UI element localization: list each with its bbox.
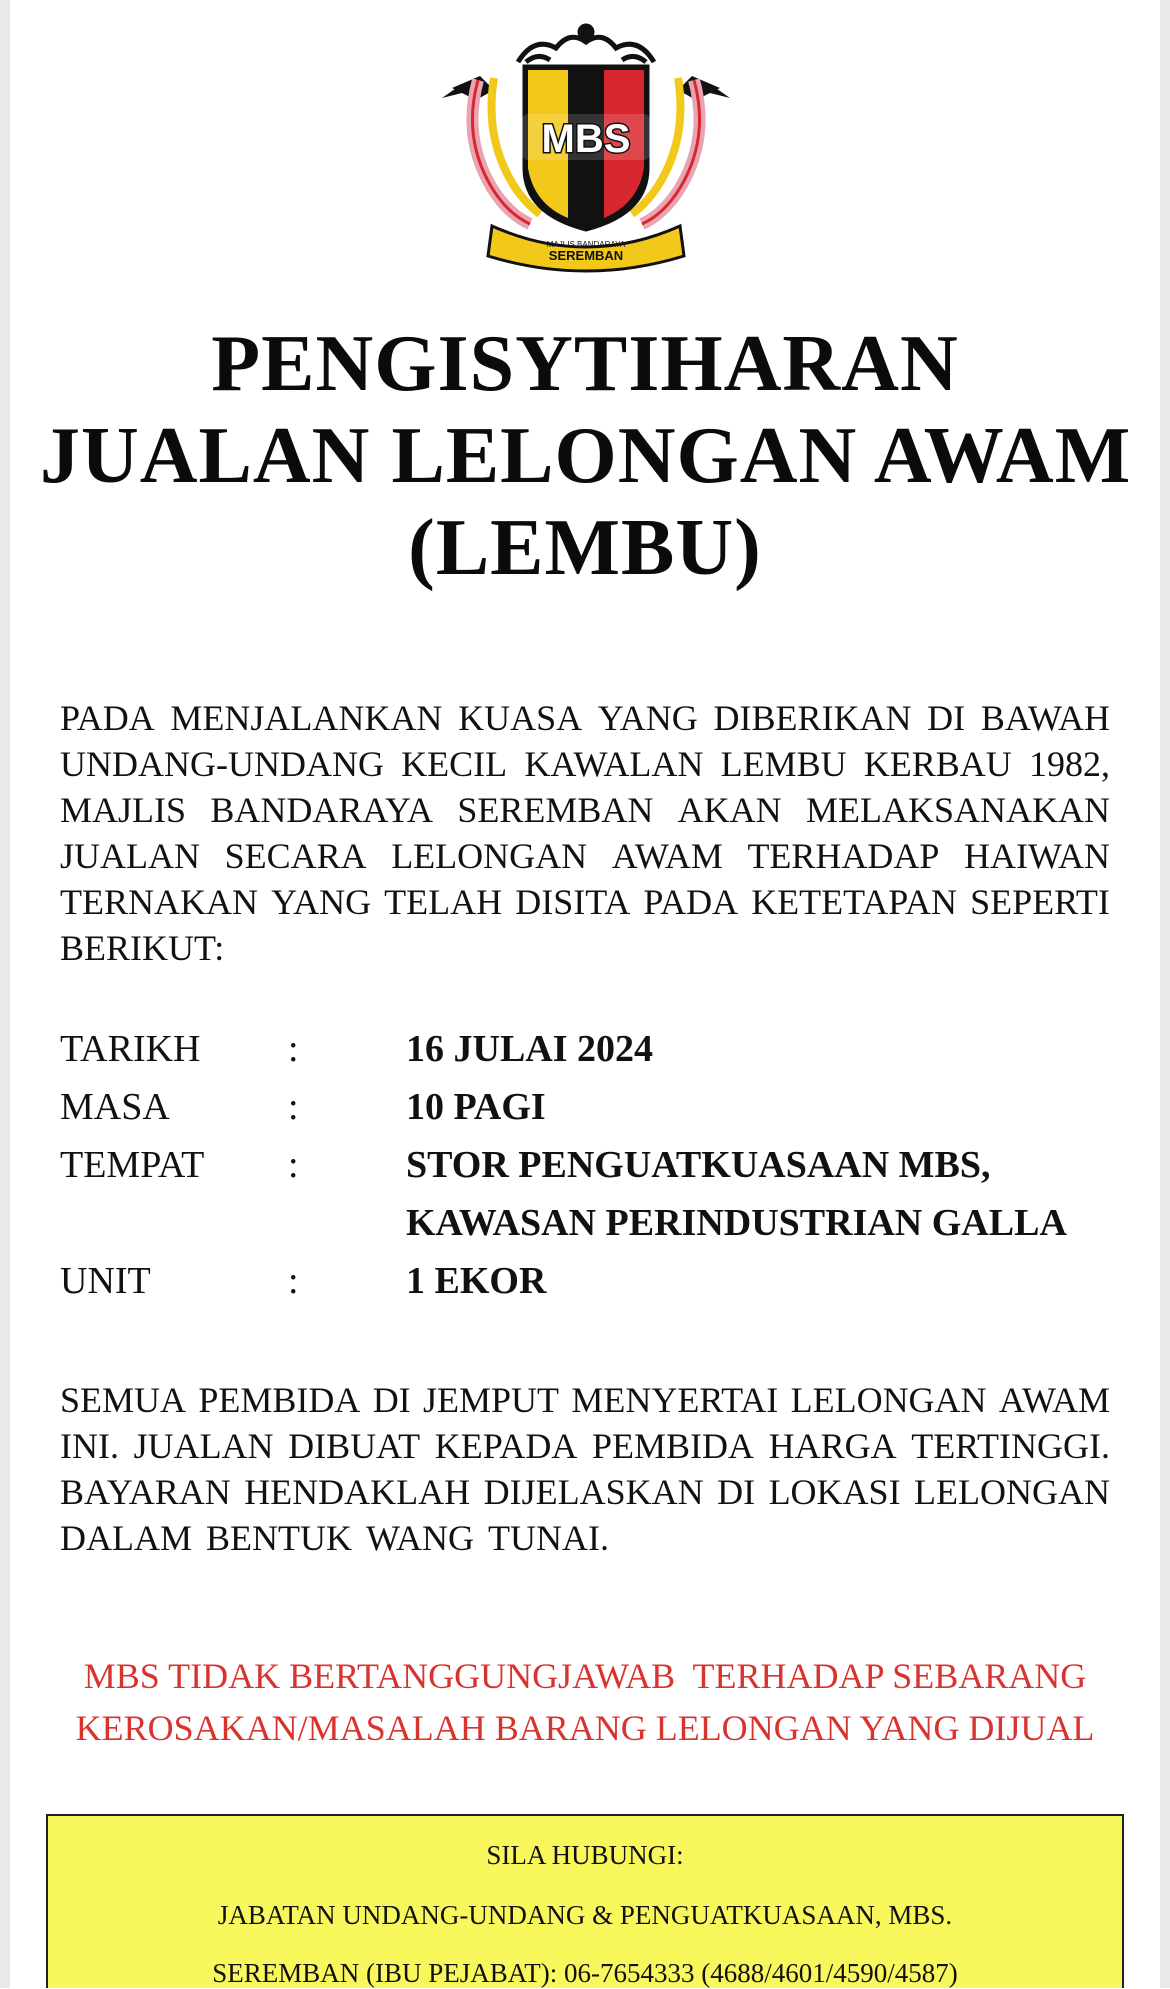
paragraph-word: DALAM [60, 1518, 192, 1558]
contact-phone[interactable]: SEREMBAN (IBU PEJABAT): 06-7654333 (4688/4601/4590/4587) [212, 1958, 958, 1988]
paragraph-word: KETETAPAN [751, 882, 957, 922]
ribbon-main-text: SEREMBAN [548, 248, 624, 263]
page-edge-left [0, 0, 10, 1988]
paragraph-line [60, 833, 1110, 879]
paragraph-word: MENJALANKAN [170, 698, 443, 738]
paragraph-word: LELONGAN [391, 836, 588, 876]
warning-line-1: MBS TIDAK BERTANGGUNGJAWAB TERHADAP SEBARANG [83, 1656, 1087, 1696]
paragraph-word: SEPERTI [970, 882, 1110, 922]
paragraph-word: SECARA [224, 836, 367, 876]
paragraph-word: TERNAKAN [60, 882, 258, 922]
paragraph-word: DI [927, 698, 966, 738]
detail-separator: : [288, 1144, 299, 1186]
paragraph-word: MENYERTAI [571, 1380, 779, 1420]
auction-details [60, 1024, 1120, 1314]
paragraph-word: AWAM [611, 836, 723, 876]
contact-box [46, 1814, 1124, 1988]
contact-heading: SILA HUBUNGI: [486, 1840, 684, 1870]
detail-label: UNIT [60, 1260, 151, 1302]
detail-label: MASA [60, 1086, 170, 1128]
paragraph-word: LEMBU [720, 744, 847, 784]
paragraph-line [60, 741, 1110, 787]
paragraph-word: KAWALAN [524, 744, 704, 784]
paragraph-word: LELONGAN [790, 1380, 987, 1420]
detail-row-time [60, 1082, 1120, 1140]
paragraph-word: BAWAH [980, 698, 1110, 738]
paragraph-word: DIBUAT [288, 1426, 421, 1466]
paragraph-word: SEMUA [60, 1380, 187, 1420]
detail-value-place-line-1: STOR PENGUATKUASAAN MBS, [406, 1144, 991, 1186]
paragraph-word: MELAKSANAKAN [805, 790, 1110, 830]
detail-value-unit: 1 EKOR [406, 1260, 547, 1302]
detail-value-place [406, 1140, 1067, 1248]
paragraph-word: MAJLIS [60, 790, 187, 830]
paragraph-line [60, 1469, 1110, 1515]
detail-value-date: 16 JULAI 2024 [406, 1028, 654, 1070]
paragraph-line [60, 787, 1110, 833]
paragraph-word: INI. [60, 1426, 119, 1466]
paragraph-word: TERHADAP [747, 836, 940, 876]
paragraph-word: DIJELASKAN [483, 1472, 704, 1512]
detail-row-date [60, 1024, 1120, 1082]
detail-separator: : [288, 1260, 299, 1302]
paragraph-line [60, 925, 1110, 971]
paragraph-line [60, 1377, 1110, 1423]
paragraph-word: YANG [271, 882, 372, 922]
paragraph-word: DIBERIKAN [713, 698, 912, 738]
detail-label: TEMPAT [60, 1144, 205, 1186]
crown-ornament [518, 26, 654, 62]
paragraph-word: HARGA [768, 1426, 897, 1466]
paragraph-word: BENTUK [206, 1518, 352, 1558]
detail-separator: : [288, 1086, 299, 1128]
title-line-3: (LEMBU) [408, 504, 762, 592]
paragraph-line [60, 1515, 1110, 1561]
paragraph-word: PADA [60, 698, 155, 738]
paragraph-word: SEREMBAN [457, 790, 654, 830]
paragraph-word: PEMBIDA [592, 1426, 755, 1466]
paragraph-word: BERIKUT: [60, 928, 225, 968]
paragraph-word: JUALAN [60, 836, 200, 876]
paragraph-word: BANDARAYA [210, 790, 434, 830]
paragraph-word: AKAN [677, 790, 782, 830]
paragraph-word: PEMBIDA [198, 1380, 361, 1420]
mbs-crest-logo [422, 18, 750, 288]
paragraph-word: TERTINGGI. [911, 1426, 1110, 1466]
paragraph-word: TUNAI. [487, 1518, 609, 1558]
page-edge-right [1160, 0, 1170, 1988]
warning-line-2: KEROSAKAN/MASALAH BARANG LELONGAN YANG DIJUAL [75, 1708, 1095, 1748]
paragraph-word: BAYARAN [60, 1472, 231, 1512]
ribbon-banner [488, 226, 684, 271]
logo-initials: MBS [541, 117, 631, 161]
paragraph-word: UNDANG-UNDANG [60, 744, 384, 784]
paragraph-line [60, 1423, 1110, 1469]
page-title [40, 318, 1130, 594]
title-line-1: PENGISYTIHARAN [211, 320, 959, 408]
paragraph-word: HAIWAN [964, 836, 1110, 876]
detail-separator: : [288, 1028, 299, 1070]
paragraph-word: AWAM [998, 1380, 1110, 1420]
paragraph-word: HENDAKLAH [244, 1472, 471, 1512]
detail-label: TARIKH [60, 1028, 201, 1070]
paragraph-word: KERBAU [863, 744, 1012, 784]
paragraph-word: 1982, [1029, 744, 1110, 784]
ribbon-small-text: MAJLIS BANDARAYA [546, 240, 626, 249]
title-line-2: JUALAN LELONGAN AWAM [40, 412, 1132, 500]
paragraph-word: YANG [597, 698, 698, 738]
paragraph-word: LOKASI [768, 1472, 901, 1512]
paragraph-word: KUASA [458, 698, 583, 738]
bidder-notice-paragraph [60, 1377, 1110, 1561]
detail-value-place-line-2: KAWASAN PERINDUSTRIAN GALLA [406, 1202, 1067, 1244]
paragraph-word: WANG [366, 1518, 474, 1558]
contact-department: JABATAN UNDANG-UNDANG & PENGUATKUASAAN, MBS. [217, 1900, 953, 1930]
paragraph-word: PADA [643, 882, 739, 922]
disclaimer-warning [40, 1650, 1130, 1754]
paragraph-word: JEMPUT [423, 1380, 560, 1420]
paragraph-word: DISITA [515, 882, 631, 922]
paragraph-line [60, 879, 1110, 925]
intro-paragraph [60, 695, 1110, 971]
paragraph-word: DI [372, 1380, 411, 1420]
detail-row-place [60, 1140, 1120, 1256]
paragraph-word: JUALAN [133, 1426, 274, 1466]
paragraph-line [60, 695, 1110, 741]
detail-value-time: 10 PAGI [406, 1086, 546, 1128]
paragraph-word: LELONGAN [914, 1472, 1110, 1512]
paragraph-word: DI [717, 1472, 756, 1512]
detail-row-unit [60, 1256, 1120, 1314]
paragraph-word: TELAH [384, 882, 503, 922]
paragraph-word: KEPADA [434, 1426, 578, 1466]
paragraph-word: KECIL [401, 744, 508, 784]
